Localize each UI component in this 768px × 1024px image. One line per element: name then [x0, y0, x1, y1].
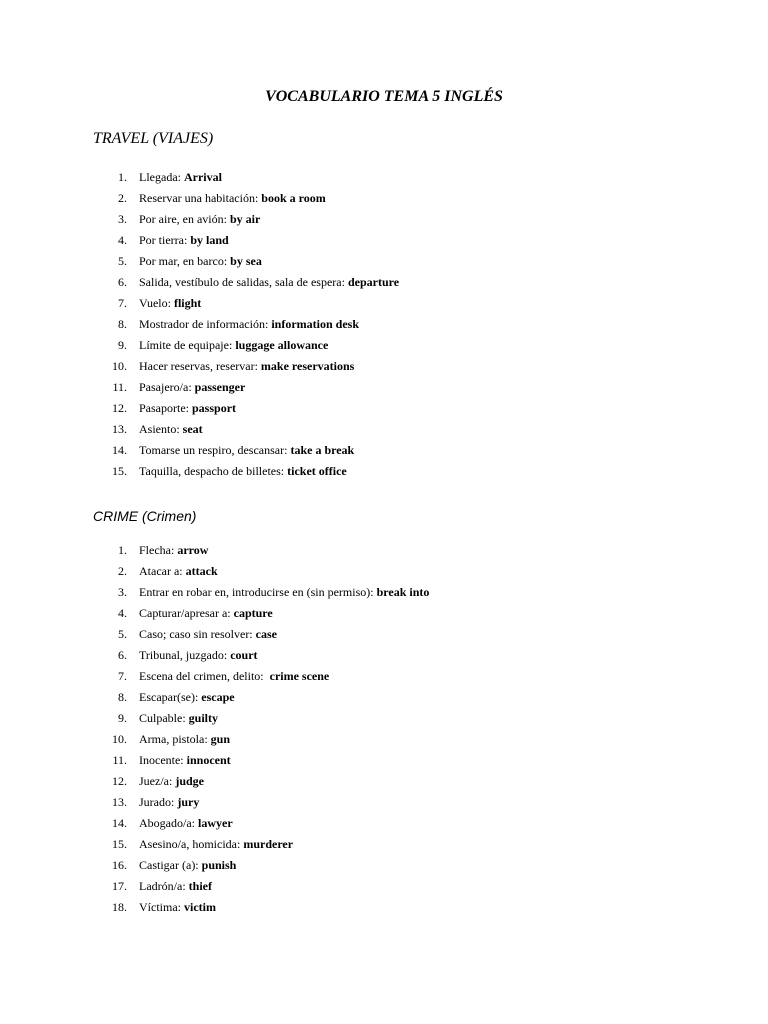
- vocab-spanish-term: Taquilla, despacho de billetes:: [139, 464, 288, 478]
- vocab-english-term: lawyer: [198, 816, 233, 830]
- vocab-item-text: [139, 188, 326, 209]
- vocab-item-number: 7.: [118, 296, 127, 310]
- vocab-item-text: [139, 771, 204, 792]
- vocab-english-term: judge: [175, 774, 204, 788]
- vocab-item-text: [139, 356, 354, 377]
- vocab-english-term: capture: [233, 606, 273, 620]
- vocab-item-number: 1.: [118, 170, 127, 184]
- vocab-english-term: court: [230, 648, 258, 662]
- vocab-english-term: luggage allowance: [235, 338, 329, 352]
- vocab-spanish-term: Juez/a:: [139, 774, 176, 788]
- vocab-item-number: 3.: [118, 585, 127, 599]
- vocab-english-term: departure: [347, 275, 400, 289]
- vocab-item-text: [139, 876, 212, 897]
- vocab-spanish-term: Escena del crimen, delito:: [139, 669, 270, 683]
- vocab-item-number: 16.: [112, 858, 127, 872]
- vocab-item-text: [139, 645, 258, 666]
- vocab-item-text: [139, 293, 201, 314]
- vocab-spanish-term: Tribunal, juzgado:: [139, 648, 231, 662]
- vocab-item-number: 10.: [112, 359, 127, 373]
- vocab-english-term: ticket office: [287, 464, 347, 478]
- vocab-item-number: 4.: [118, 233, 127, 247]
- vocab-spanish-term: Culpable:: [139, 711, 189, 725]
- vocab-english-term: take a break: [290, 443, 355, 457]
- vocab-english-term: flight: [173, 296, 202, 310]
- vocab-english-term: innocent: [186, 753, 231, 767]
- vocab-english-term: gun: [210, 732, 231, 746]
- vocab-item-text: [139, 440, 354, 461]
- vocab-item-number: 10.: [112, 732, 127, 746]
- vocab-item-text: [139, 897, 216, 918]
- vocab-english-term: guilty: [188, 711, 219, 725]
- vocab-item-text: [139, 582, 429, 603]
- vocab-spanish-term: Pasajero/a:: [139, 380, 195, 394]
- vocab-spanish-term: Hacer reservas, reservar:: [139, 359, 261, 373]
- vocab-item-text: [139, 729, 230, 750]
- vocab-item-text: [139, 398, 236, 419]
- vocab-spanish-term: Arma, pistola:: [139, 732, 211, 746]
- vocab-spanish-term: Entrar en robar en, introducirse en (sin permiso):: [139, 585, 377, 599]
- vocab-spanish-term: Tomarse un respiro, descansar:: [139, 443, 291, 457]
- vocab-item-number: 9.: [118, 711, 127, 725]
- vocab-english-term: crime scene: [269, 669, 330, 683]
- vocab-item-number: 7.: [118, 669, 127, 683]
- vocab-english-term: break into: [376, 585, 430, 599]
- vocab-spanish-term: Por tierra:: [139, 233, 191, 247]
- vocab-item-text: [139, 272, 399, 293]
- vocab-english-term: by air: [229, 212, 261, 226]
- vocab-item-number: 17.: [112, 879, 127, 893]
- vocab-english-term: make reservations: [260, 359, 355, 373]
- vocab-item-number: 5.: [118, 254, 127, 268]
- vocab-item-number: 5.: [118, 627, 127, 641]
- vocab-item-number: 2.: [118, 191, 127, 205]
- vocab-english-term: victim: [184, 900, 216, 914]
- vocab-spanish-term: Abogado/a:: [139, 816, 198, 830]
- vocab-english-term: attack: [185, 564, 218, 578]
- vocab-english-term: by land: [190, 233, 229, 247]
- vocab-item-text: [139, 419, 203, 440]
- vocab-item-text: [139, 377, 245, 398]
- vocab-item-text: [139, 687, 235, 708]
- vocab-item-number: 3.: [118, 212, 127, 226]
- vocab-item-text: [139, 251, 262, 272]
- vocab-english-term: jury: [177, 795, 200, 809]
- vocab-spanish-term: Por aire, en avión:: [139, 212, 230, 226]
- vocab-item-text: [139, 540, 208, 561]
- vocab-item-text: [139, 335, 328, 356]
- vocab-item-number: 13.: [112, 795, 127, 809]
- section-heading-travel: TRAVEL (VIAJES): [93, 130, 214, 147]
- vocab-item-number: 6.: [118, 275, 127, 289]
- vocab-item-number: 8.: [118, 317, 127, 331]
- vocab-spanish-term: Castigar (a):: [139, 858, 202, 872]
- vocab-item-text: [139, 314, 359, 335]
- vocab-spanish-term: Víctima:: [139, 900, 184, 914]
- vocab-item-number: 12.: [112, 774, 127, 788]
- vocab-english-term: escape: [201, 690, 235, 704]
- vocab-item-text: [139, 750, 231, 771]
- vocab-spanish-term: Por mar, en barco:: [139, 254, 231, 268]
- vocab-item-number: 8.: [118, 690, 127, 704]
- vocab-item-number: 11.: [112, 753, 127, 767]
- vocab-spanish-term: Asesino/a, homicida:: [139, 837, 244, 851]
- vocab-item-number: 15.: [112, 837, 127, 851]
- vocab-item-number: 6.: [118, 648, 127, 662]
- vocab-item-text: [139, 603, 273, 624]
- vocab-item-text: [139, 624, 277, 645]
- vocab-spanish-term: Pasaporte:: [139, 401, 192, 415]
- vocab-item-number: 14.: [112, 443, 127, 457]
- vocab-item-number: 18.: [112, 900, 127, 914]
- vocab-spanish-term: Escapar(se):: [139, 690, 202, 704]
- vocab-item-text: [139, 167, 222, 188]
- vocab-english-term: arrow: [177, 543, 209, 557]
- vocab-spanish-term: Capturar/apresar a:: [139, 606, 234, 620]
- vocab-spanish-term: Reservar una habitación:: [139, 191, 262, 205]
- vocab-english-term: by sea: [230, 254, 262, 268]
- vocab-item-text: [139, 561, 218, 582]
- vocab-english-term: passport: [192, 401, 237, 415]
- vocab-spanish-term: Salida, vestíbulo de salidas, sala de espera:: [139, 275, 348, 289]
- vocab-spanish-term: Inocente:: [139, 753, 187, 767]
- vocab-item-text: [139, 666, 329, 687]
- vocab-english-term: information desk: [271, 317, 359, 331]
- vocab-english-term: passenger: [194, 380, 246, 394]
- vocab-english-term: thief: [188, 879, 212, 893]
- section-heading-crime: CRIME (Crimen): [93, 508, 197, 524]
- vocab-item-text: [139, 855, 236, 876]
- vocab-english-term: punish: [201, 858, 237, 872]
- vocab-item-number: 9.: [118, 338, 127, 352]
- vocab-spanish-term: Límite de equipaje:: [139, 338, 236, 352]
- vocab-item-text: [139, 813, 233, 834]
- vocab-item-number: 4.: [118, 606, 127, 620]
- vocab-spanish-term: Jurado:: [139, 795, 178, 809]
- vocab-english-term: case: [255, 627, 277, 641]
- vocab-item-text: [139, 834, 293, 855]
- vocab-english-term: Arrival: [183, 170, 222, 184]
- vocab-spanish-term: Vuelo:: [139, 296, 174, 310]
- vocab-item-number: 14.: [112, 816, 127, 830]
- vocab-item-number: 1.: [118, 543, 127, 557]
- vocab-item-text: [139, 792, 199, 813]
- vocab-english-term: seat: [182, 422, 203, 436]
- vocab-spanish-term: Caso; caso sin resolver:: [139, 627, 256, 641]
- vocab-spanish-term: Asiento:: [139, 422, 183, 436]
- vocab-item-text: [139, 708, 218, 729]
- vocab-item-number: 13.: [112, 422, 127, 436]
- vocab-item-number: 12.: [112, 401, 127, 415]
- vocab-spanish-term: Ladrón/a:: [139, 879, 189, 893]
- vocab-item-number: 2.: [118, 564, 127, 578]
- vocab-spanish-term: Atacar a:: [139, 564, 186, 578]
- document-title: VOCABULARIO TEMA 5 INGLÉS: [265, 88, 503, 105]
- vocab-item-text: [139, 230, 229, 251]
- vocab-item-text: [139, 209, 260, 230]
- vocab-spanish-term: Llegada:: [139, 170, 184, 184]
- vocab-item-text: [139, 461, 347, 482]
- vocab-item-number: 15.: [112, 464, 127, 478]
- vocab-english-term: murderer: [243, 837, 294, 851]
- vocab-item-number: 11.: [112, 380, 127, 394]
- vocab-spanish-term: Flecha:: [139, 543, 178, 557]
- vocab-english-term: book a room: [261, 191, 326, 205]
- vocab-spanish-term: Mostrador de información:: [139, 317, 272, 331]
